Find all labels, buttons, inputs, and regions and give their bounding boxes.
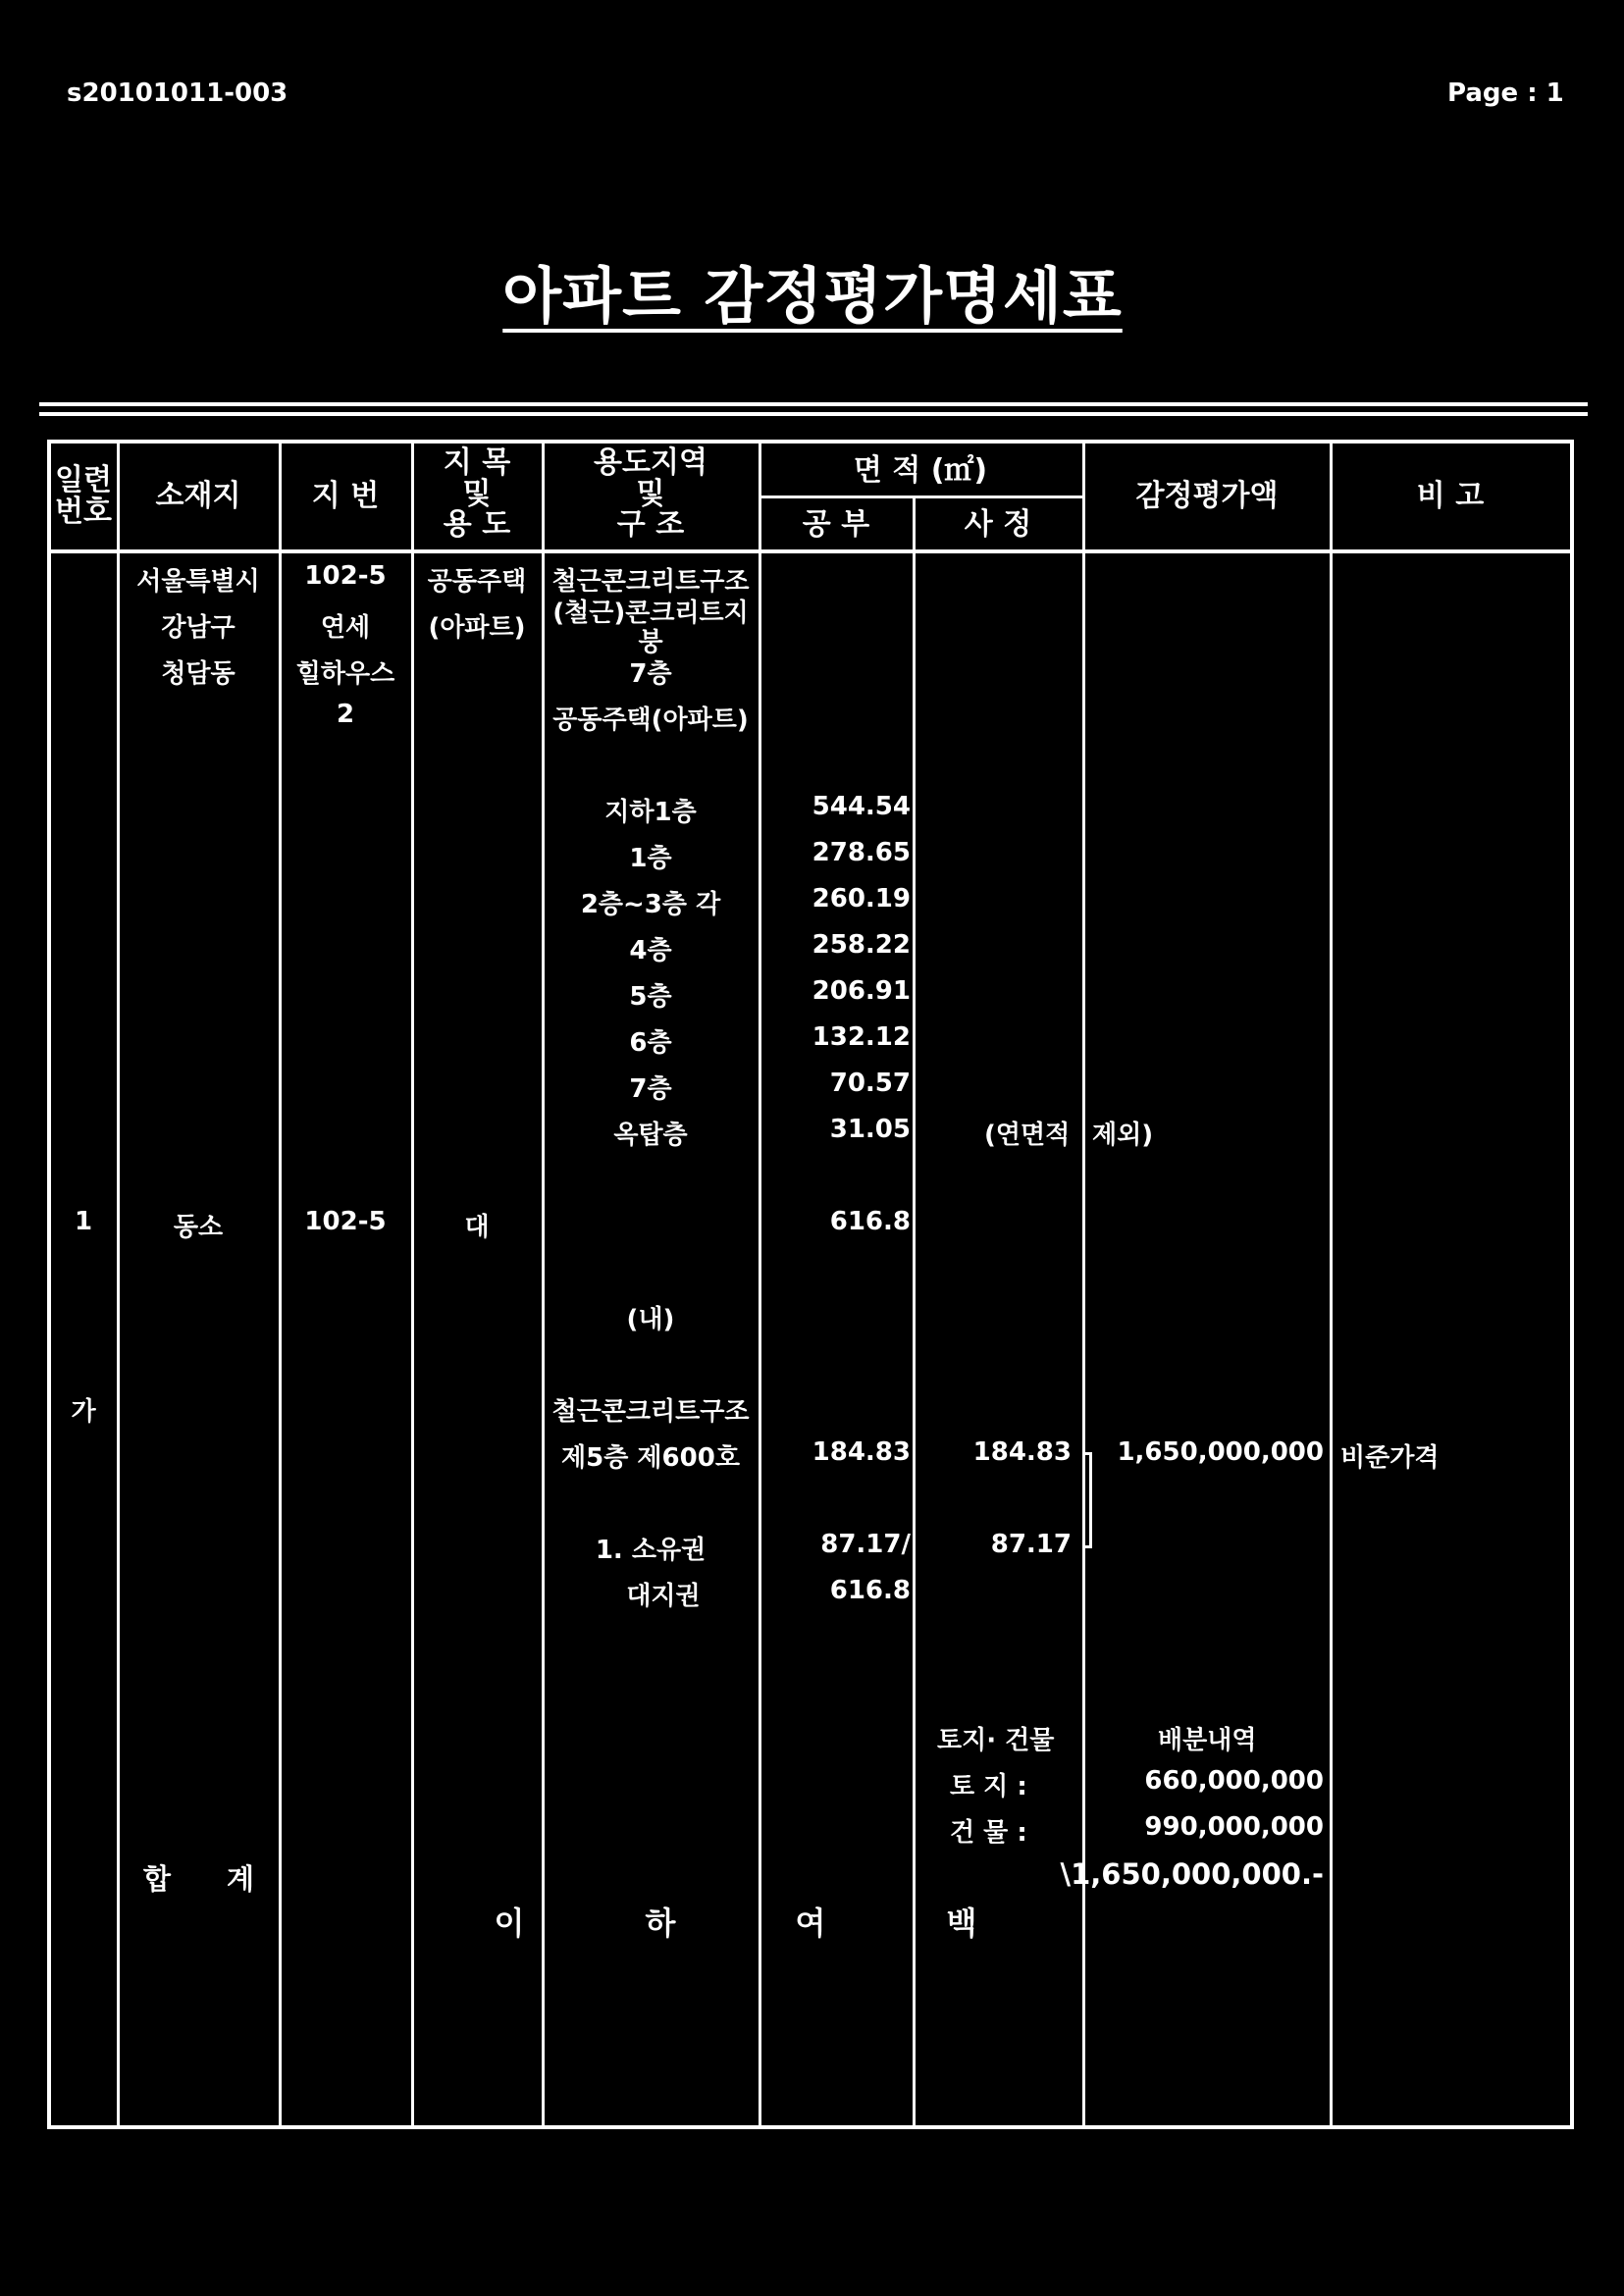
header-serial [55, 465, 112, 527]
floor-area: 278.65 [812, 838, 911, 867]
floor-area: 132.12 [812, 1022, 911, 1052]
category-line: (아파트) [428, 613, 526, 643]
page-title: 아파트 감정평가명세표 [502, 260, 1123, 332]
location-line: 서울특별시 [136, 567, 260, 597]
column-divider [542, 440, 545, 2129]
blank-marker: 하 [645, 1905, 676, 1942]
area-subheader-border [760, 496, 1083, 498]
title-rule-bottom [39, 412, 1588, 416]
ownership-actual: 87.17 [990, 1530, 1072, 1559]
header-zone-line: 구 조 [616, 507, 685, 542]
serial-number: 1 [74, 1207, 93, 1236]
location-line: 청담동 [161, 659, 236, 689]
floor-area: 31.05 [829, 1115, 911, 1144]
landright-area: 616.8 [829, 1576, 911, 1605]
header-category-line: 및 [462, 476, 492, 511]
header-area-official: 공 부 [802, 507, 870, 542]
bracket-mark [1082, 1545, 1092, 1548]
landright-label: 대지권 [626, 1582, 701, 1611]
floor-area: 260.19 [812, 884, 911, 913]
floor-area: 544.54 [812, 792, 911, 821]
column-divider [759, 440, 761, 2129]
structure-line: (철근)콘크리트지 [552, 599, 749, 628]
header-bottom-border [47, 549, 1574, 553]
header-serial-line: 번호 [55, 494, 112, 529]
floor-area: 206.91 [812, 976, 911, 1006]
table-top-border [47, 440, 1574, 444]
excluded-note: 제외) [1092, 1121, 1154, 1150]
header-area: 면 적 (㎡) [853, 453, 988, 488]
floor-label: 5층 [629, 982, 672, 1012]
land-location: 동소 [173, 1213, 224, 1242]
table-bottom-border [47, 2125, 1574, 2129]
page-number: 1 [1545, 78, 1564, 108]
column-divider [117, 440, 120, 2129]
header-lot: 지 번 [311, 479, 380, 513]
title-rule-top [39, 402, 1588, 406]
structure-line: 공동주택(아파트) [552, 705, 749, 735]
header-zone-line: 용도지역 [594, 445, 707, 480]
floor-area: 258.22 [812, 930, 911, 960]
lot-line: 힐하우스 [295, 659, 395, 689]
floor-label: 옥탑층 [613, 1121, 688, 1150]
location-line: 강남구 [161, 613, 236, 643]
table-left-border [47, 440, 51, 2129]
floor-label: 4층 [629, 936, 672, 965]
unit-structure: 철근콘크리트구조 [551, 1397, 750, 1427]
lot-line: 102-5 [304, 561, 387, 591]
blank-marker: 여 [795, 1905, 826, 1942]
unit-area-actual: 184.83 [972, 1437, 1072, 1467]
unit-floor: 제5층 제600호 [561, 1443, 740, 1473]
header-serial-line: 일련 [55, 463, 112, 497]
total-value: \1,650,000,000.- [1060, 1857, 1324, 1891]
bracket-mark [1089, 1452, 1092, 1548]
land-area: 616.8 [829, 1207, 911, 1236]
allocation-title: 배분내역 [1158, 1726, 1257, 1755]
floor-label: 1층 [629, 844, 672, 873]
unit-remarks: 비준가격 [1340, 1443, 1440, 1473]
ownership-official: 87.17/ [820, 1530, 911, 1559]
header-value: 감정평가액 [1135, 479, 1279, 513]
allocation-land-value: 660,000,000 [1144, 1766, 1324, 1796]
header-area-actual: 사 정 [964, 507, 1032, 542]
column-divider [1330, 440, 1333, 2129]
inner-label: (내) [626, 1305, 675, 1334]
blank-marker: 이 [494, 1905, 525, 1942]
header-category-line: 지 목 [443, 445, 511, 480]
ownership-label: 1. 소유권 [595, 1536, 707, 1565]
allocation-title: 토지· 건물 [937, 1726, 1055, 1755]
allocation-land-label: 토 지 : [950, 1772, 1027, 1801]
column-divider [411, 440, 414, 2129]
page-label: Page : [1447, 78, 1538, 108]
land-category: 대 [464, 1213, 490, 1242]
lot-line: 연세 [320, 613, 371, 643]
structure-line: 붕 [638, 628, 663, 657]
document-id: s20101011-003 [67, 78, 288, 108]
header-location: 소재지 [155, 479, 241, 513]
land-lot: 102-5 [304, 1207, 387, 1236]
floor-label: 6층 [629, 1028, 672, 1058]
page-indicator [1447, 78, 1564, 108]
header-category-line: 용 도 [443, 507, 511, 542]
blank-marker: 백 [946, 1905, 977, 1942]
allocation-building-label: 건 물 : [950, 1818, 1027, 1848]
floor-area: 70.57 [829, 1069, 911, 1098]
allocation-building-value: 990,000,000 [1144, 1812, 1324, 1842]
structure-line: 철근콘크리트구조 [551, 567, 750, 597]
total-label: 합 [143, 1862, 172, 1896]
column-divider [913, 496, 916, 2129]
unit-value: 1,650,000,000 [1117, 1437, 1324, 1467]
column-divider [279, 440, 282, 2129]
table-right-border [1570, 440, 1574, 2129]
bracket-mark [1082, 1452, 1092, 1455]
unit-area-official: 184.83 [812, 1437, 911, 1467]
total-label: 계 [227, 1862, 255, 1896]
header-category [444, 447, 510, 541]
floor-label: 2층~3층 각 [580, 890, 721, 919]
header-zone [594, 447, 707, 541]
header-remarks: 비 고 [1416, 479, 1485, 513]
floor-label: 7층 [629, 1074, 672, 1104]
sub-serial: 가 [71, 1397, 96, 1427]
header-zone-line: 및 [636, 476, 665, 511]
lot-line: 2 [336, 700, 355, 729]
category-line: 공동주택 [427, 567, 527, 597]
excluded-note: (연면적 [984, 1121, 1071, 1150]
structure-line: 7층 [629, 659, 672, 689]
floor-label: 지하1층 [604, 798, 697, 827]
